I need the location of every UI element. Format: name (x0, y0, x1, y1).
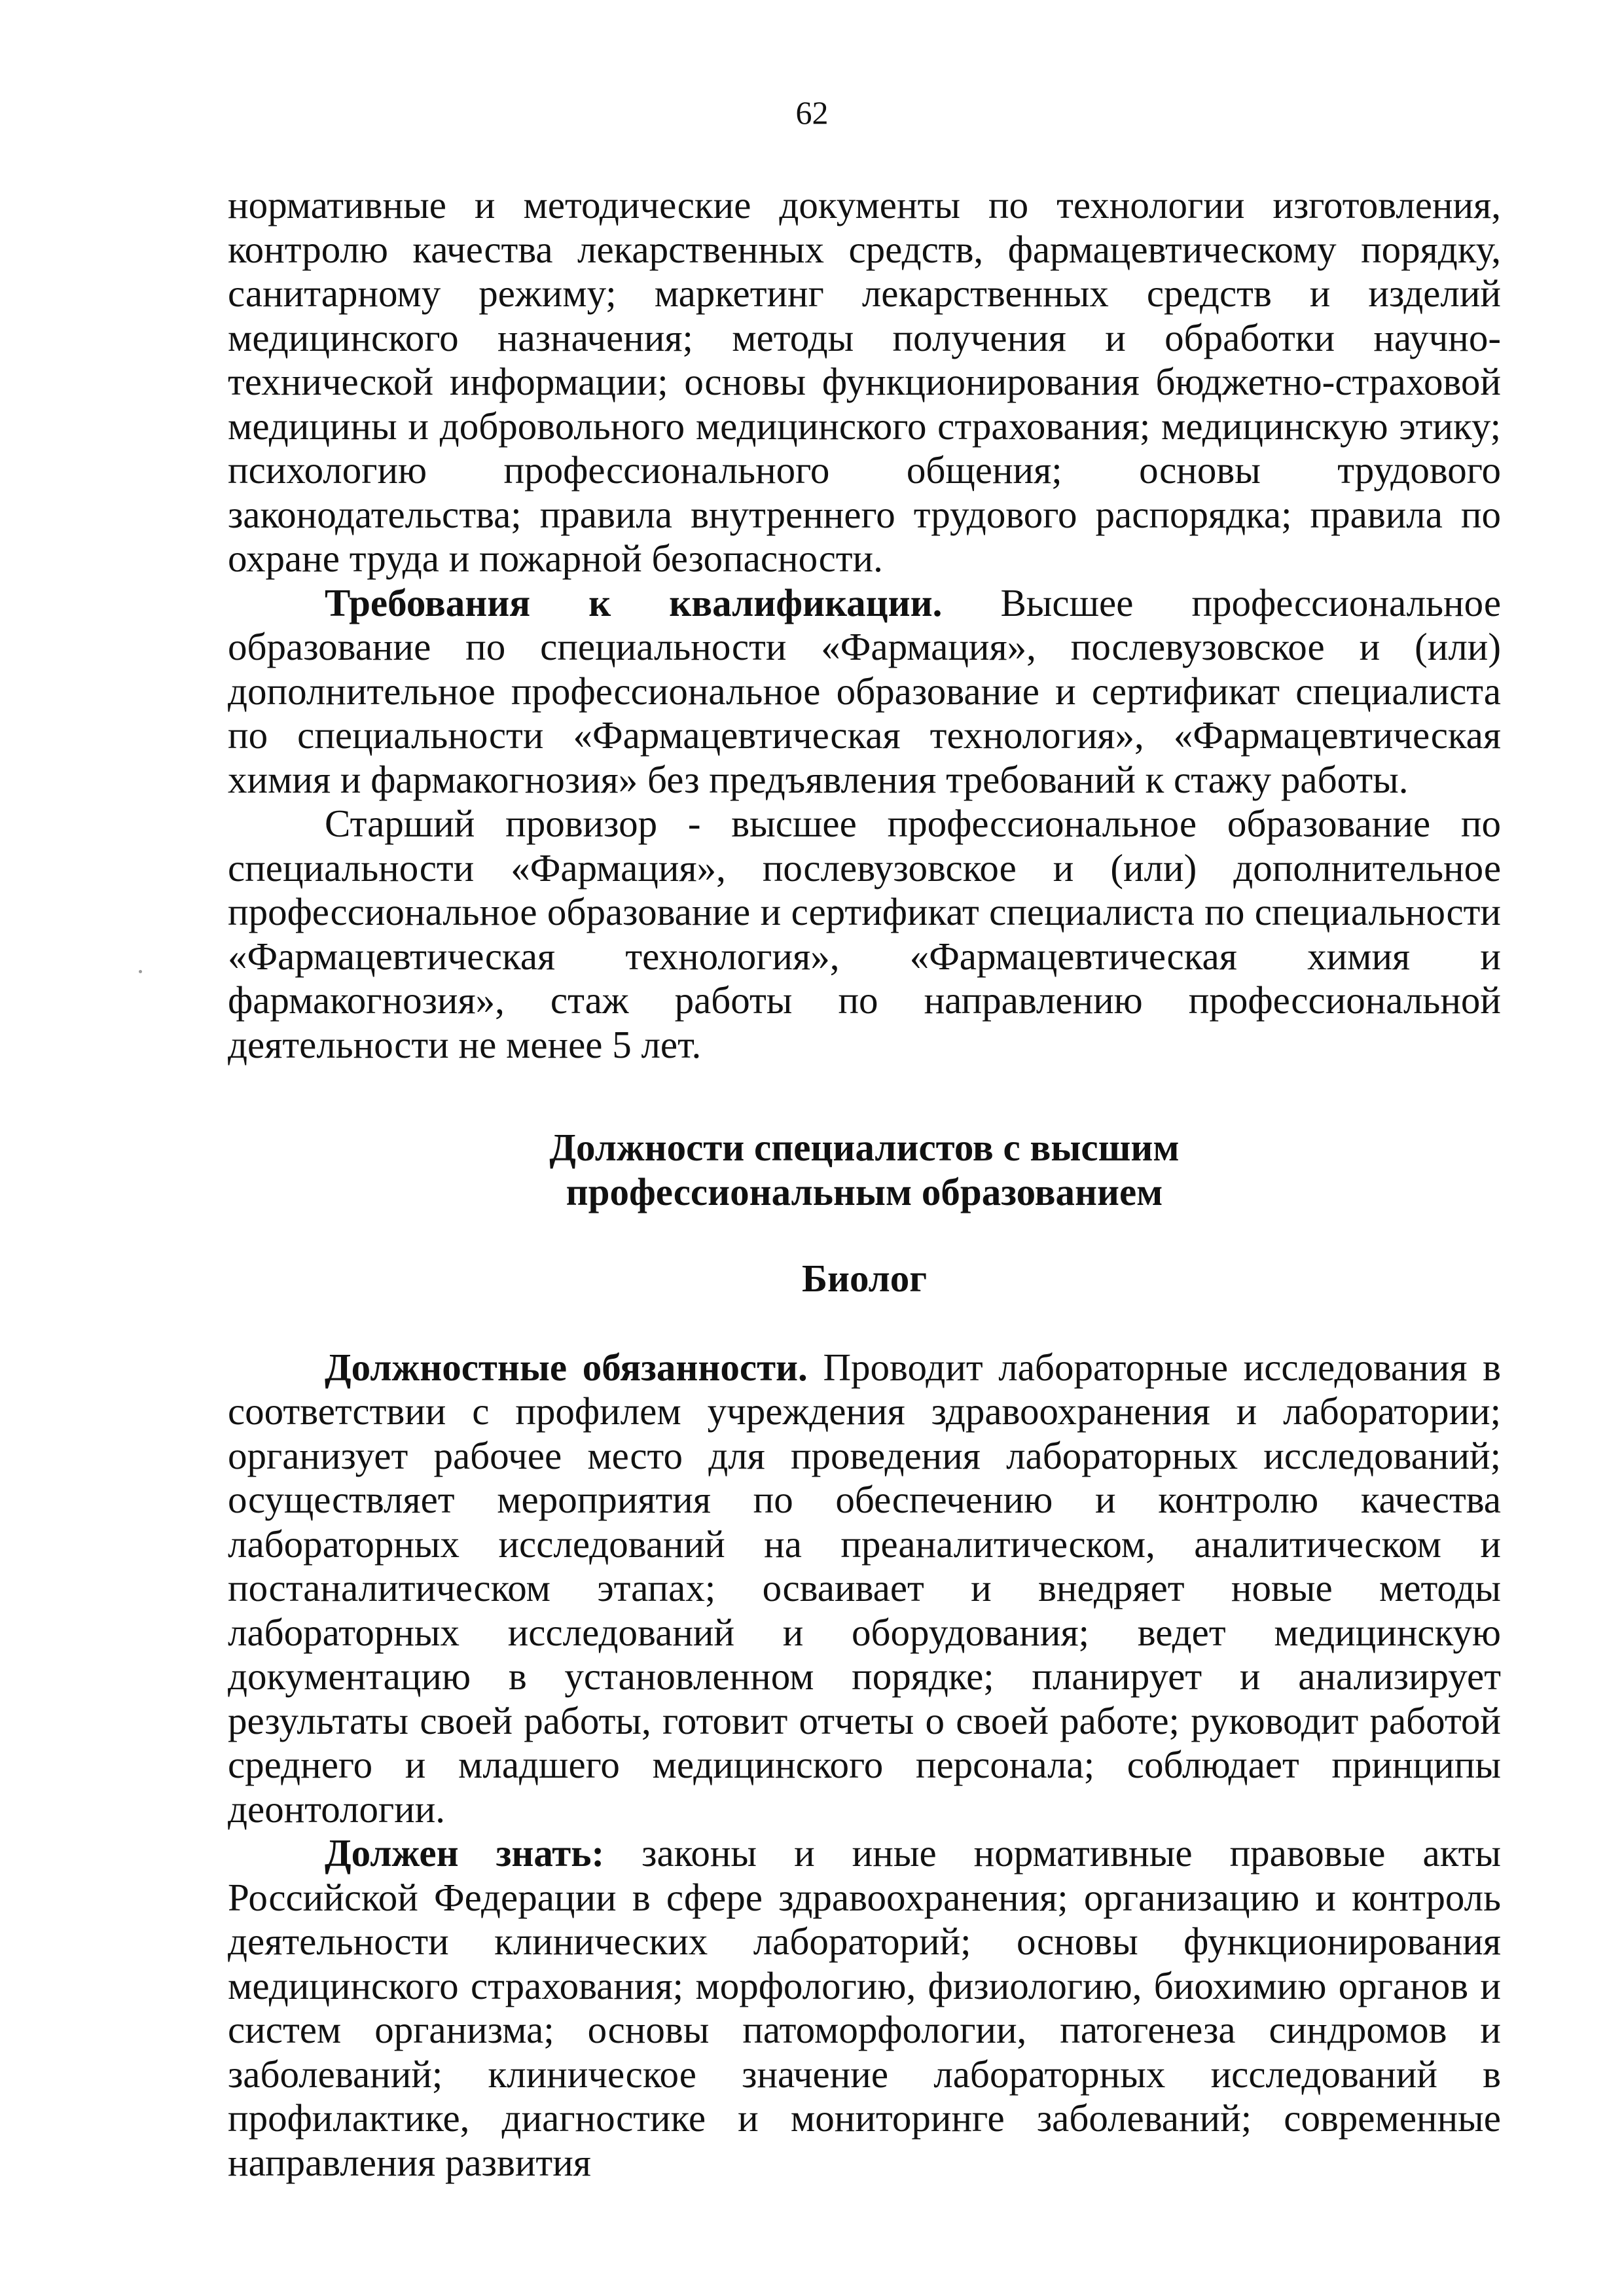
section-heading (228, 1126, 1501, 1214)
section-heading-line-1: Должности специалистов с высшим (549, 1126, 1180, 1169)
duties-paragraph (228, 1346, 1501, 1832)
position-title: Биолог (801, 1257, 928, 1300)
duties-label: Должностные обязанности. (325, 1345, 808, 1389)
qualification-paragraph (228, 581, 1501, 802)
knowledge-label: Должен знать: (325, 1831, 605, 1874)
continuation-paragraph: нормативные и методические документы по технологии изготовления, контролю качества лекарственных средств, фармацевтическому порядку, санитарному режиму; маркетинг лекарственных средств и изделий медицинского назначения; методы получения и обработки научно-технической информации; основы функционирования бюджетно-страховой медицины и добровольного медицинского страхования; медицинскую этику; психологию профессионального общения; основы трудового законодательства; правила внутреннего трудового распорядка; правила по охране труда и пожарной безопасности. (228, 183, 1501, 580)
scan-speck (139, 970, 142, 973)
section-heading-line-2: профессиональным образованием (566, 1170, 1163, 1213)
knowledge-paragraph (228, 1831, 1501, 2185)
senior-pharmacist-paragraph: Старший провизор - высшее профессиональное образование по специальности «Фармация», послевузовское и (или) дополнительное профессиональное образование и сертификат специалиста по специальности «Фармацевтическая технология», «Фармацевтическая химия и фармакогнозия», стаж работы по направлению профессиональной деятельности не менее 5 лет. (228, 802, 1501, 1066)
knowledge-text: законы и иные нормативные правовые акты Российской Федерации в сфере здравоохранения; организацию и контроль деятельности клинических лабораторий; основы функционирования медицинского страхования; морфологию, физиологию, биохимию органов и систем организма; основы патоморфологии, патогенеза синдромов и заболеваний; клиническое значение лабораторных исследований в профилактике, диагностике и мониторинге заболеваний; современные направления развития (228, 1831, 1502, 2184)
qualification-text: Высшее профессиональное образование по специальности «Фармация», послевузовское и (или) дополнительное профессиональное образование и сертификат специалиста по специальности «Фармацевтическая технология», «Фармацевтическая химия и фармакогнозия» без предъявления требований к стажу работы. (228, 581, 1501, 801)
page-number: 62 (795, 94, 829, 131)
qualification-label: Требования к квалификации. (325, 581, 943, 624)
duties-text: Проводит лабораторные исследования в соответствии с профилем учреждения здравоохранения и лаборатории; организует рабочее место для проведения лабораторных исследований; осуществляет мероприятия по обеспечению и контролю качества лабораторных исследований на преаналитическом, аналитическом и постаналитическом этапах; осваивает и внедряет новые методы лабораторных исследований и оборудования; ведет медицинскую документацию в установленном порядке; планирует и анализирует результаты своей работы, готовит отчеты о своей работе; руководит работой среднего и младшего медицинского персонала; соблюдает принципы деонтологии. (228, 1345, 1502, 1831)
document-body (228, 183, 1501, 2185)
